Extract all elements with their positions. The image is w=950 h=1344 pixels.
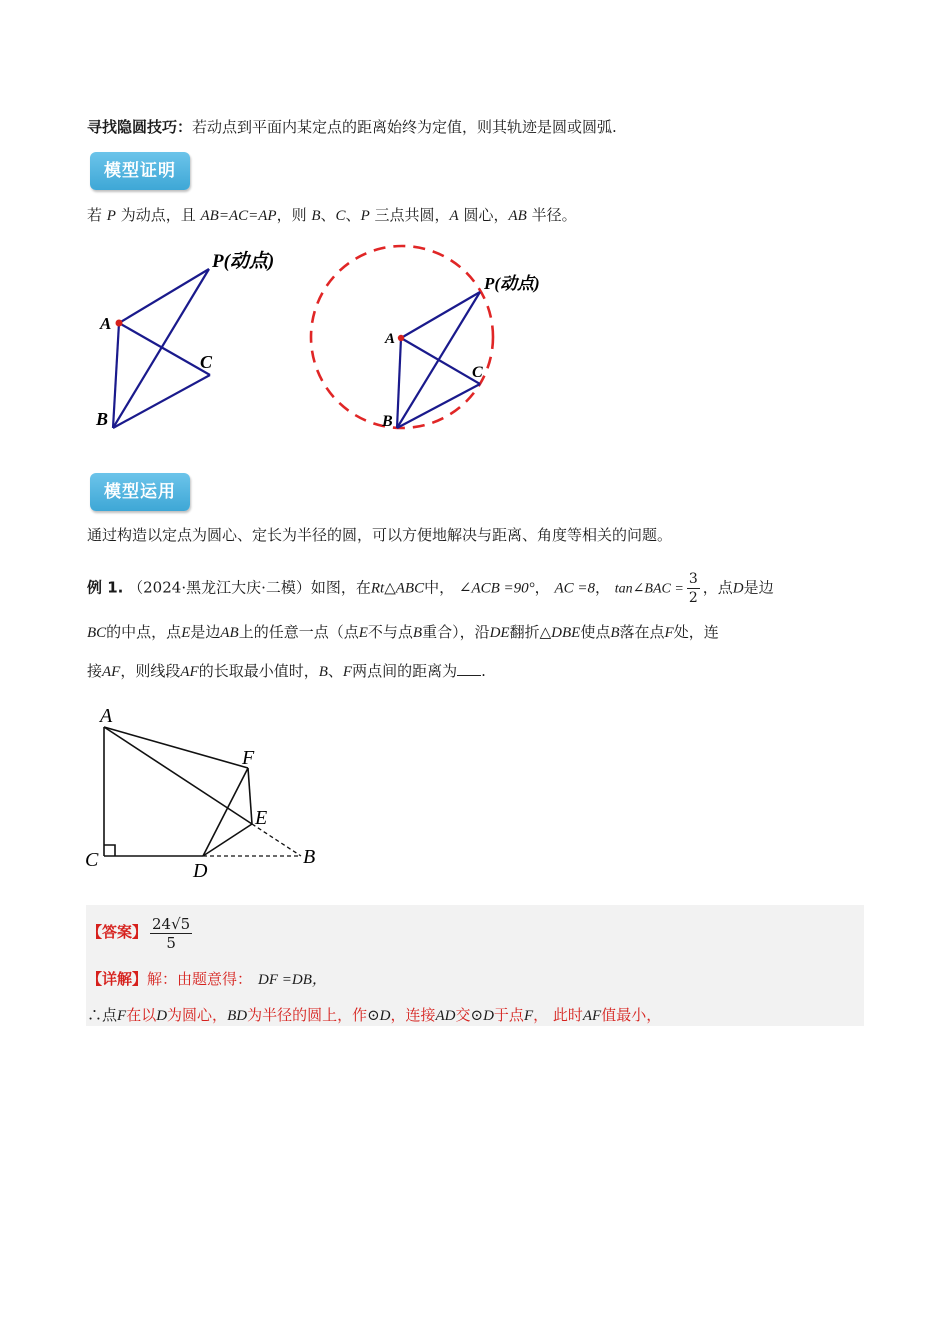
answer-denominator: 5 [166, 933, 176, 952]
example-text: ， [595, 578, 611, 597]
example-text: 两点间的距离为 [352, 662, 458, 680]
var-f: F [117, 1008, 127, 1024]
separator: 、 [320, 206, 336, 224]
var-ab: AB [220, 625, 239, 641]
label-c: C [200, 352, 213, 372]
var-d: D [156, 1008, 168, 1024]
proof-paragraph [87, 204, 577, 227]
example-text: 的长取最小值时， [198, 662, 319, 680]
example-text: 落在点 [619, 623, 665, 641]
var-d: D [732, 580, 744, 597]
var-p: P [106, 208, 116, 224]
proof-text: 若 [87, 206, 107, 224]
var-f: F [523, 1008, 534, 1024]
label-c: C [85, 849, 99, 871]
proof-text: 半径。 [526, 206, 577, 224]
label-f: F [242, 747, 255, 769]
example-text: 是边 [743, 578, 774, 597]
label-e: E [255, 807, 268, 829]
detail-text: ， 此时 [533, 1006, 583, 1024]
detail-text: 于点 [493, 1006, 524, 1024]
circle-d: ⊙D [367, 1008, 391, 1024]
proof-text: ，则 [276, 206, 312, 224]
length-ac: AC =8 [554, 580, 595, 597]
var-c: C [335, 208, 346, 224]
detail-equation: DF =DB， [258, 972, 327, 988]
answer-fraction [150, 915, 192, 952]
example-text: 使点 [580, 623, 611, 641]
var-bd: BD [227, 1008, 248, 1024]
detail-text: 为圆心， [167, 1006, 228, 1024]
var-a: A [449, 208, 459, 224]
point-a-dot [116, 320, 123, 327]
example-text: 处，连 [673, 623, 719, 641]
var-b: B [311, 208, 321, 224]
example-text: . [481, 662, 486, 680]
tan-fraction [687, 570, 700, 607]
example-text: 如图，在 [310, 578, 371, 597]
var-e: E [358, 625, 368, 641]
var-p: P [360, 208, 370, 224]
detail-text: ，连接 [390, 1006, 436, 1024]
detail-line [87, 968, 327, 991]
label-d: D [193, 860, 208, 882]
example-line-1 [87, 570, 774, 607]
tip-paragraph [87, 116, 617, 138]
var-b: B [610, 625, 620, 641]
answer-line [87, 912, 195, 952]
var-b: B [318, 664, 328, 680]
section-badge-apply: 模型运用 [90, 473, 190, 511]
tip-label: 寻找隐圆技巧： [87, 118, 193, 136]
var-de: DE [489, 625, 510, 641]
detail-label: 【详解】 [87, 970, 148, 988]
example-text: 翻折 [509, 623, 540, 641]
center-dot [398, 335, 404, 341]
label-b: B [96, 409, 109, 429]
proof-text: 三点共圆， [369, 206, 450, 224]
example-text: 的中点，点 [106, 623, 182, 641]
tan-numerator: 3 [688, 571, 698, 587]
label-a: A [100, 314, 112, 333]
var-af: AF [180, 664, 199, 680]
label-b: B [382, 413, 393, 430]
label-a: A [385, 331, 396, 347]
tip-text: 若动点到平面内某定点的距离始终为定值，则其轨迹是圆或圆弧. [192, 118, 617, 136]
answer-label: 【答案】 [87, 923, 148, 941]
example-text: 不与点 [367, 623, 413, 641]
label-p: P(动点) [484, 274, 540, 293]
label-b: B [303, 846, 316, 868]
detail-text: 值最小， [601, 1006, 662, 1024]
var-bc: BC [87, 625, 107, 641]
proof-text: 为动点，且 [115, 206, 201, 224]
example-text: 中， [424, 578, 455, 597]
example-text: 是边 [190, 623, 221, 641]
tan-expression: tan∠BAC = [614, 581, 684, 597]
var-af: AF [582, 1008, 602, 1024]
detail-text: 解：由题意得： [147, 970, 253, 988]
tan-denominator: 2 [688, 590, 698, 606]
figure-fold [80, 700, 330, 885]
section-badge-proof: 模型证明 [90, 152, 190, 190]
detail-text: 在以 [126, 1006, 157, 1024]
var-f: F [664, 625, 674, 641]
detail-line-2 [87, 1004, 661, 1027]
example-text: 上的任意一点（点 [238, 623, 359, 641]
example-text: ， [534, 578, 550, 597]
circle-d: ⊙D [470, 1008, 494, 1024]
var-f: F [342, 664, 353, 680]
label-p: P(动点) [212, 251, 275, 272]
therefore-text: ∴点 [87, 1006, 118, 1024]
var-b: B [412, 625, 423, 641]
example-text: 接 [87, 662, 103, 680]
example-line-2 [87, 621, 719, 644]
apply-paragraph: 通过构造以定点为圆心、定长为半径的圆，可以方便地解决与距离、角度等相关的问题。 [87, 526, 673, 544]
example-label: 例 1. [87, 578, 124, 597]
detail-text: 交 [455, 1006, 471, 1024]
answer-numerator: 24√5 [152, 914, 191, 933]
equality: AB=AC=AP [200, 208, 277, 224]
label-a: A [100, 705, 113, 727]
var-ab: AB [508, 208, 527, 224]
answer-blank [457, 661, 481, 676]
example-text: ，点 [702, 578, 733, 597]
figure-quadrilateral [90, 245, 300, 440]
detail-text: 为半径的圆上，作 [247, 1006, 368, 1024]
figure-circle [300, 235, 560, 440]
var-af: AF [102, 664, 121, 680]
separator: 、 [345, 206, 361, 224]
example-source: （2024·黑龙江大庆·二模） [128, 578, 311, 597]
triangle-dbe: △DBE [539, 625, 581, 641]
example-text: ，则线段 [120, 662, 181, 680]
example-line-3 [87, 660, 486, 683]
label-c: C [472, 364, 483, 381]
example-text: 、 [327, 662, 343, 680]
var-e: E [181, 625, 191, 641]
triangle-rt: Rt△ABC [370, 580, 425, 597]
proof-text: 圆心， [458, 206, 509, 224]
var-ad: AD [435, 1008, 456, 1024]
angle-acb: ∠ACB =90° [458, 580, 535, 597]
example-text: 重合），沿 [422, 623, 490, 641]
